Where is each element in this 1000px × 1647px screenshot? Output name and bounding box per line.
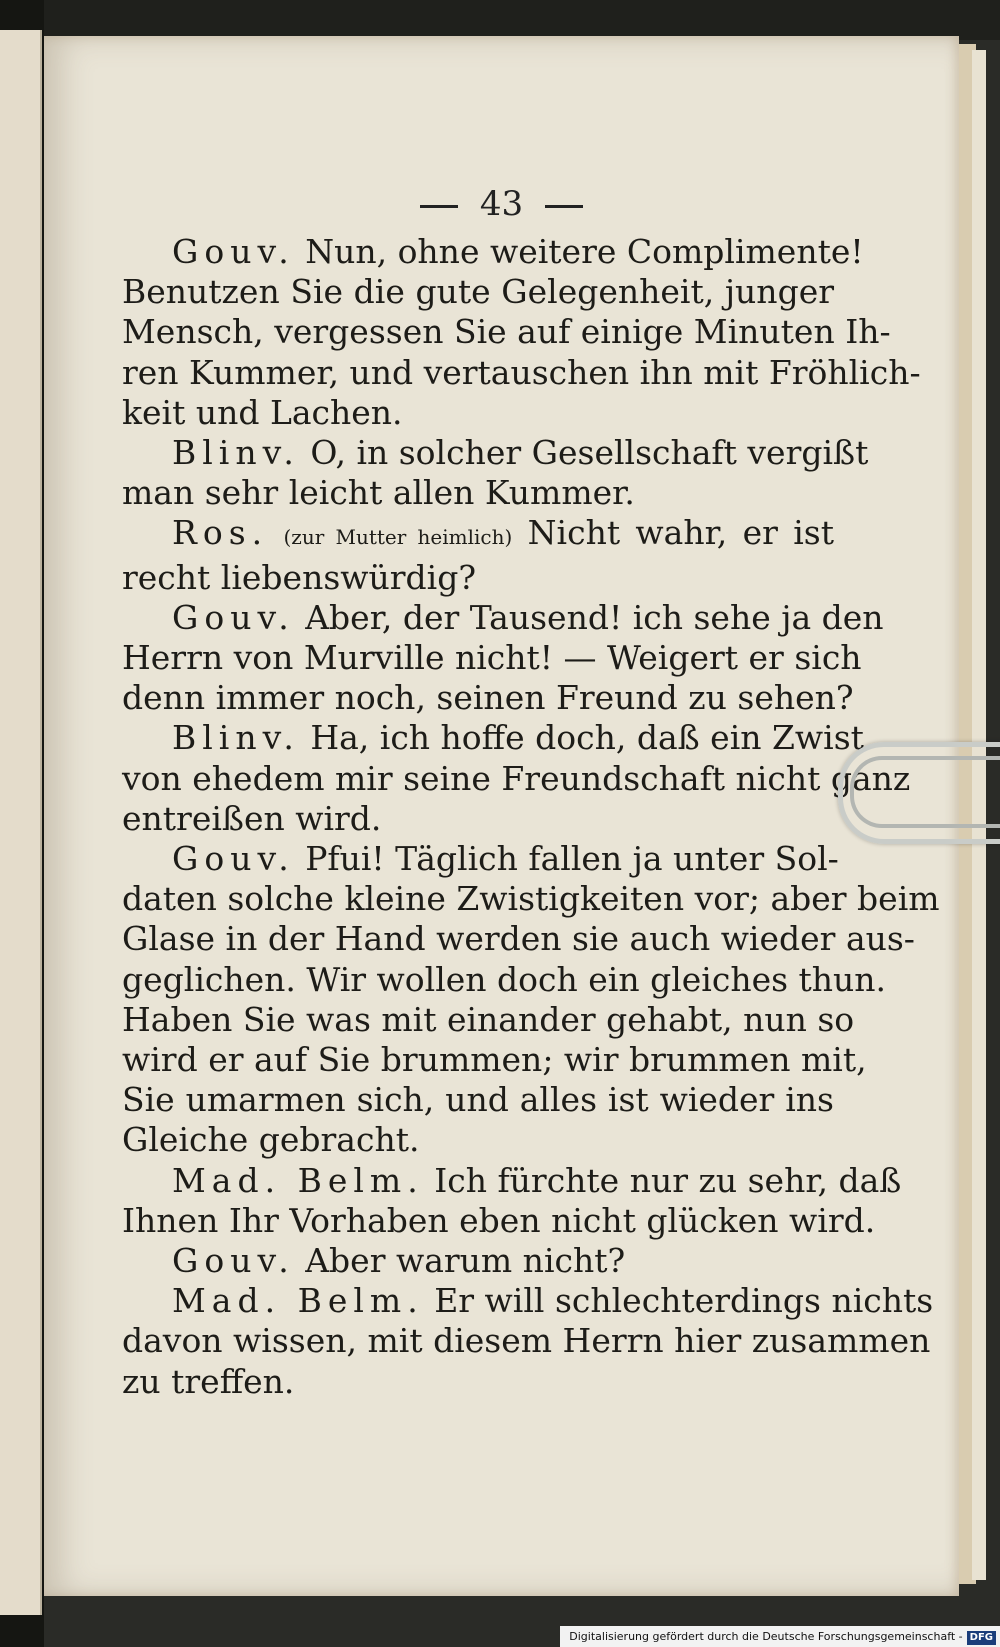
line-text: keit und Lachen.: [122, 392, 403, 432]
text-line: [122, 959, 887, 1000]
text-line: [122, 352, 921, 393]
speaker-name: Gouv.: [172, 1241, 295, 1281]
facing-page-edge: [0, 30, 42, 1615]
text-line: [122, 758, 911, 799]
speaker-name: Blinv.: [172, 718, 300, 758]
speaker-name: Gouv.: [172, 232, 295, 271]
line-text: Nun, ohne weitere Complimente!: [305, 232, 864, 271]
text-line: [122, 678, 854, 718]
text-line: [122, 558, 834, 598]
speaker-name: Mad. Belm.: [172, 1281, 424, 1321]
text-line: [122, 1040, 867, 1080]
speaker-name: Gouv.: [172, 839, 295, 879]
line-text: Glase in der Hand werden sie auch wieder aus-: [122, 919, 915, 959]
line-text: entreißen wird.: [122, 798, 382, 838]
text-line: [122, 513, 834, 557]
text-line: [122, 638, 862, 678]
line-text: Sie umarmen sich, und alles ist wieder ins: [122, 1080, 834, 1120]
speaker-name: Gouv.: [172, 597, 295, 637]
text-line: [122, 999, 855, 1040]
line-text: davon wissen, mit diesem Herrn hier zusammen: [122, 1321, 931, 1361]
line-text: geglichen. Wir wollen doch ein gleiches thun.: [122, 959, 887, 999]
line-text: Ihnen Ihr Vorhaben eben nicht glücken wird.: [122, 1200, 876, 1240]
text-line: [122, 473, 834, 513]
line-text: daten solche kleine Zwistigkeiten vor; aber beim: [122, 879, 940, 919]
text-line: [122, 1241, 834, 1281]
line-text: O, in solcher Gesellschaft vergißt: [310, 433, 869, 473]
line-text: Pfui! Täglich fallen ja unter Sol-: [305, 839, 839, 879]
text-line: [122, 799, 834, 839]
text-line: [122, 272, 834, 312]
text-line: [122, 1080, 834, 1120]
line-text: Ich fürchte nur zu sehr, daß: [434, 1160, 902, 1200]
line-text: Gleiche gebracht.: [122, 1120, 420, 1160]
text-line: [122, 718, 864, 758]
line-text: Herrn von Murville nicht! — Weigert er sich: [122, 638, 862, 678]
line-text: wird er auf Sie brummen; wir brummen mit,: [122, 1040, 867, 1080]
text-line: [122, 1200, 876, 1241]
text-line: [122, 232, 864, 272]
line-text: man sehr leicht allen Kummer.: [122, 473, 635, 513]
page-text-body: [122, 232, 940, 1402]
scan-background-top: [0, 0, 1000, 40]
text-line: [122, 393, 834, 433]
stage-direction: (zur Mutter heimlich): [283, 525, 513, 550]
line-text: Mensch, vergessen Sie auf einige Minuten Ih-: [122, 312, 891, 352]
text-line: [122, 1362, 834, 1402]
text-line: [122, 1120, 834, 1160]
line-text: ren Kummer, und vertauschen ihn mit Fröhlich-: [122, 352, 921, 392]
digitization-credit: [560, 1626, 1000, 1647]
text-line: [122, 879, 940, 919]
page-number: 43: [479, 184, 524, 224]
line-text: Er will schlechterdings nichts: [434, 1281, 934, 1321]
text-line: [122, 597, 884, 638]
speaker-name: Blinv.: [172, 433, 300, 473]
text-line: [122, 433, 869, 473]
text-line: [122, 919, 915, 959]
page-number-header: [44, 184, 959, 224]
text-line: [122, 839, 839, 879]
line-text: denn immer noch, seinen Freund zu sehen?: [122, 678, 854, 718]
text-line: [122, 1321, 931, 1361]
text-line: [122, 312, 891, 352]
line-text: recht liebenswürdig?: [122, 557, 477, 597]
dash-left: [420, 205, 458, 208]
speaker-name: Ros.: [172, 513, 269, 553]
line-text: Aber warum nicht?: [305, 1241, 626, 1281]
line-text: von ehedem mir seine Freundschaft nicht ganz: [122, 758, 911, 798]
speaker-name: Mad. Belm.: [172, 1160, 424, 1200]
dash-right: [545, 205, 583, 208]
dfg-logo: DFG: [967, 1631, 996, 1645]
line-text: Ha, ich hoffe doch, daß ein Zwist: [310, 718, 864, 758]
text-line: [122, 1160, 902, 1201]
line-text: Aber, der Tausend! ich sehe ja den: [305, 597, 884, 637]
line-text: Nicht wahr, er ist: [527, 513, 834, 553]
line-text: Benutzen Sie die gute Gelegenheit, junger: [122, 272, 834, 312]
credit-text: Digitalisierung gefördert durch die Deutsche Forschungsgemeinschaft -: [569, 1630, 963, 1643]
text-line: [122, 1281, 934, 1321]
book-page: [44, 36, 959, 1596]
line-text: zu treffen.: [122, 1361, 295, 1401]
paper-clip-inner: [850, 756, 1000, 828]
line-text: Haben Sie was mit einander gehabt, nun so: [122, 999, 855, 1039]
